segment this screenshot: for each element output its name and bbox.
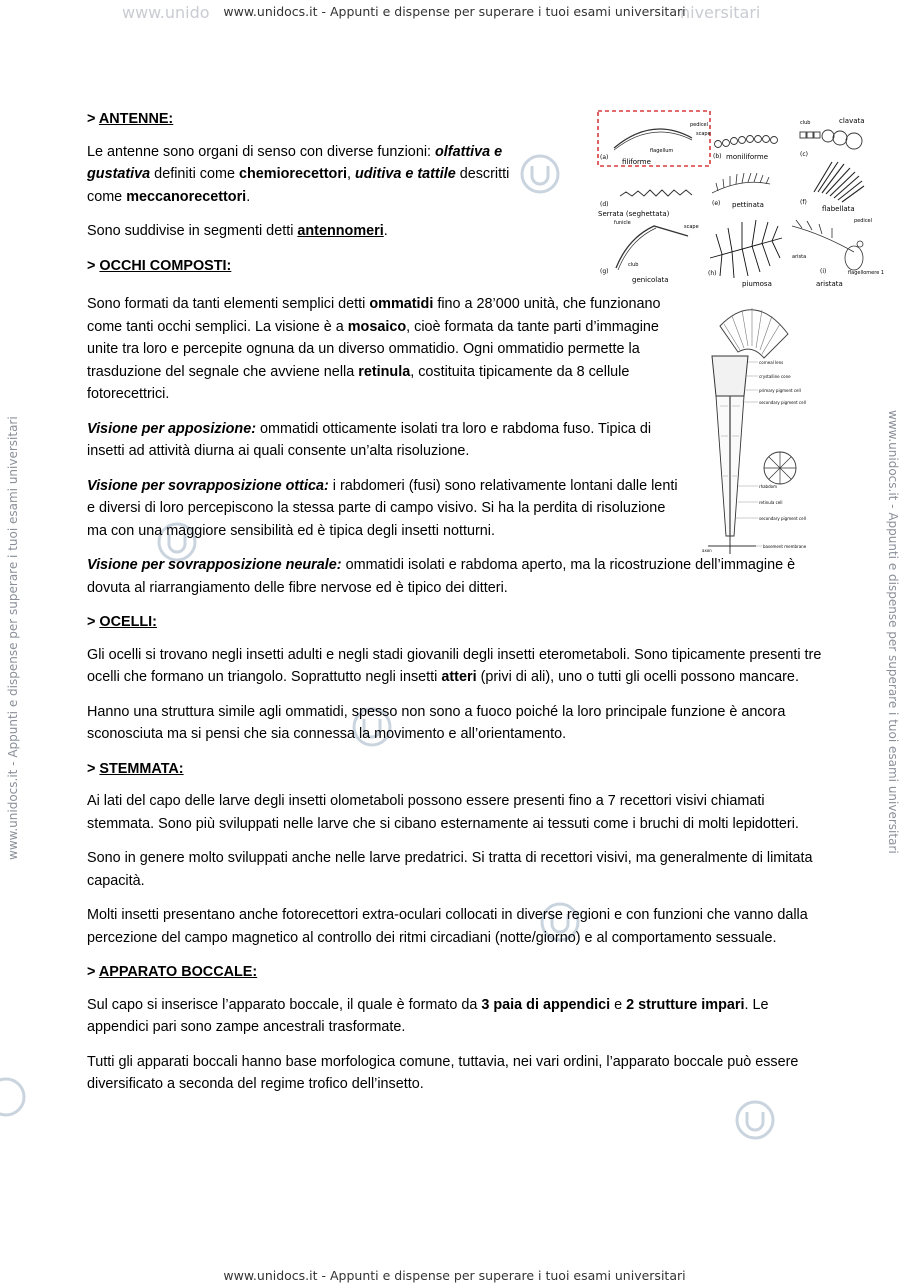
label-arista: arista [792,254,807,260]
label-a: (a) [600,154,609,161]
label-serrata: Serrata (seghettata) [598,210,670,218]
label-flagellomere: flagellomere 1 [848,270,885,276]
paragraph-visione-apposizione: Visione per apposizione: ommatidi otticamente isolati tra loro e rabdoma fuso. Tipica di insetti ad attività diurna ai quali consente un’alta risoluzione. [87,420,652,459]
paragraph-visione-sovrapposizione-ottica: Visione per sovrapposizione ottica: i rabdomeri (fusi) sono relativamente lontani dalle lenti e diversi di loro percepiscono la stessa parte di campo visivo. Si ha la perdita di risoluzione ma con una maggiore sensibilità ed è tipica degli insetti notturni. [87,477,678,539]
paragraph-occhi-1: Sono formati da tanti elementi semplici detti ommatidi fino a 28’000 unità, che funzionano come tanti occhi semplici. La visione è a mosaico, cioè formata da tante parti d’immagine unite tra loro e percepite ognuna da un diverso ommatidio. Ogni ommatidio permette la trasduzione del segnale che avviene nella retinula, costituita tipicamente da 8 cellule fotorecettrici. [87,296,661,402]
label-c: (c) [800,151,808,158]
paragraph-boccale-2: Tutti gli apparati boccali hanno base morfologica comune, tuttavia, nei vari ordini, l’apparato boccale può essere diversificato a seconda del regime trofico dell’insetto. [87,1053,799,1092]
label-moniliforme: moniliforme [726,153,768,161]
heading-ocelli: > OCELLI: [87,614,157,630]
paragraph-stemmata-1: Ai lati del capo delle larve degli insetti olometaboli possono essere presenti fino a 7 recettori visivi chiamati stemmata. Sono più sviluppati nelle larve che si cibano esternamente ai tessuti come i bruchi di molti lepidotteri. [87,793,799,832]
heading-antenne: > ANTENNE: [87,111,174,127]
paragraph-ocelli-1: Gli ocelli si trovano negli insetti adulti e negli stadi giovanili degli insetti eterometaboli. Sono tipicamente presenti tre ocelli che formano un triangolo. Soprattutto negli insetti atteri (privi di ali), uno o tutti gli ocelli possono mancare. [87,646,822,685]
label-scape-g: scape [684,224,699,230]
label-crystalline-cone: crystalline cone [759,374,791,379]
watermark-ghost-left: www.unido [122,3,210,22]
watermark-side-right: www.unidocs.it - Appunti e dispense per superare i tuoi esami universitari [886,410,900,854]
label-flagellum: flagellum [650,148,674,154]
label-secondary-pigment-2: secondary pigment cell [759,516,806,521]
label-pedicel: pedicel [690,122,709,128]
heading-apparato-boccale: > APPARATO BOCCALE: [87,964,258,980]
watermark-header: www.unidocs.it - Appunti e dispense per superare i tuoi esami universitari [223,4,686,19]
label-clavata: clavata [839,117,865,125]
unidocs-logo-icon [0,1075,30,1125]
watermark-ghost-right: niversitari [680,3,761,22]
label-f: (f) [800,199,807,206]
paragraph-boccale-1: Sul capo si inserisce l’apparato boccale, il quale è formato da 3 paia di appendici e 2 strutture impari. Le appendici pari sono zampe ancestrali trasformate. [87,996,769,1035]
label-b: (b) [713,153,722,160]
label-d: (d) [600,201,609,208]
paragraph-antenne-1: Le antenne sono organi di senso con diverse funzioni: olfattiva e gustativa definiti come chemiorecettori, uditiva e tattile descritti come meccanorecettori. [87,143,510,205]
label-g: (g) [600,268,609,275]
label-club: club [800,120,811,126]
label-pettinata: pettinata [732,201,764,209]
label-basement-membrane: basement membrane [763,544,807,549]
paragraph-stemmata-2: Sono in genere molto sviluppati anche nelle larve predatrici. Si tratta di recettori visivi, ma generalmente di limitata capacità. [87,850,813,889]
label-h: (h) [708,270,717,277]
label-rhabdom: rhabdom [759,484,777,489]
paragraph-stemmata-3: Molti insetti presentano anche fotorecettori extra-oculari collocati in diverse regioni e con funzioni che vanno dalla percezione del campo magnetico al controllo dei ritmi circadiani (notte/giorno) e al comportamento sessuale. [87,907,808,946]
label-i: (i) [820,268,827,275]
label-funicle: funicle [614,220,631,226]
label-club-g: club [628,262,639,268]
watermark-side-left: www.unidocs.it - Appunti e dispense per superare i tuoi esami universitari [6,416,20,860]
label-filiforme: filiforme [622,158,651,166]
label-scape: scape [696,131,711,137]
watermark-footer: www.unidocs.it - Appunti e dispense per superare i tuoi esami universitari [223,1268,686,1283]
label-axon: axon [702,548,712,553]
heading-occhi-composti: > OCCHI COMPOSTI: [87,257,232,274]
label-flabellata: flabellata [822,205,855,213]
paragraph-antenne-2: Sono suddivise in segmenti detti antennomeri. [87,223,388,239]
label-e: (e) [712,200,721,207]
label-retinula-cell: retinula cell [759,500,783,505]
label-corneal-lens: corneal lens [759,360,784,365]
paragraph-visione-sovrapposizione-neurale: Visione per sovrapposizione neurale: ommatidi isolati e rabdoma aperto, ma la ricostruzione dell’immagine è dovuta al riarrangiamento delle fibre nervose ed è tipico dei ditteri. [87,557,796,596]
label-piumosa: piumosa [742,280,772,288]
label-primary-pigment: primary pigment cell [759,388,801,393]
paragraph-ocelli-2: Hanno una struttura simile agli ommatidi, spesso non sono a fuoco poiché la loro principale funzione è ancora sconosciuta ma si pensi che sia connessa la movimento e all’orientamento. [87,703,786,742]
label-secondary-pigment: secondary pigment cell [759,400,806,405]
label-aristata: aristata [816,280,843,288]
heading-stemmata: > STEMMATA: [87,760,184,777]
label-pedicel-i: pedicel [854,218,873,224]
label-genicolata: genicolata [632,276,669,284]
document-body [87,108,827,1108]
